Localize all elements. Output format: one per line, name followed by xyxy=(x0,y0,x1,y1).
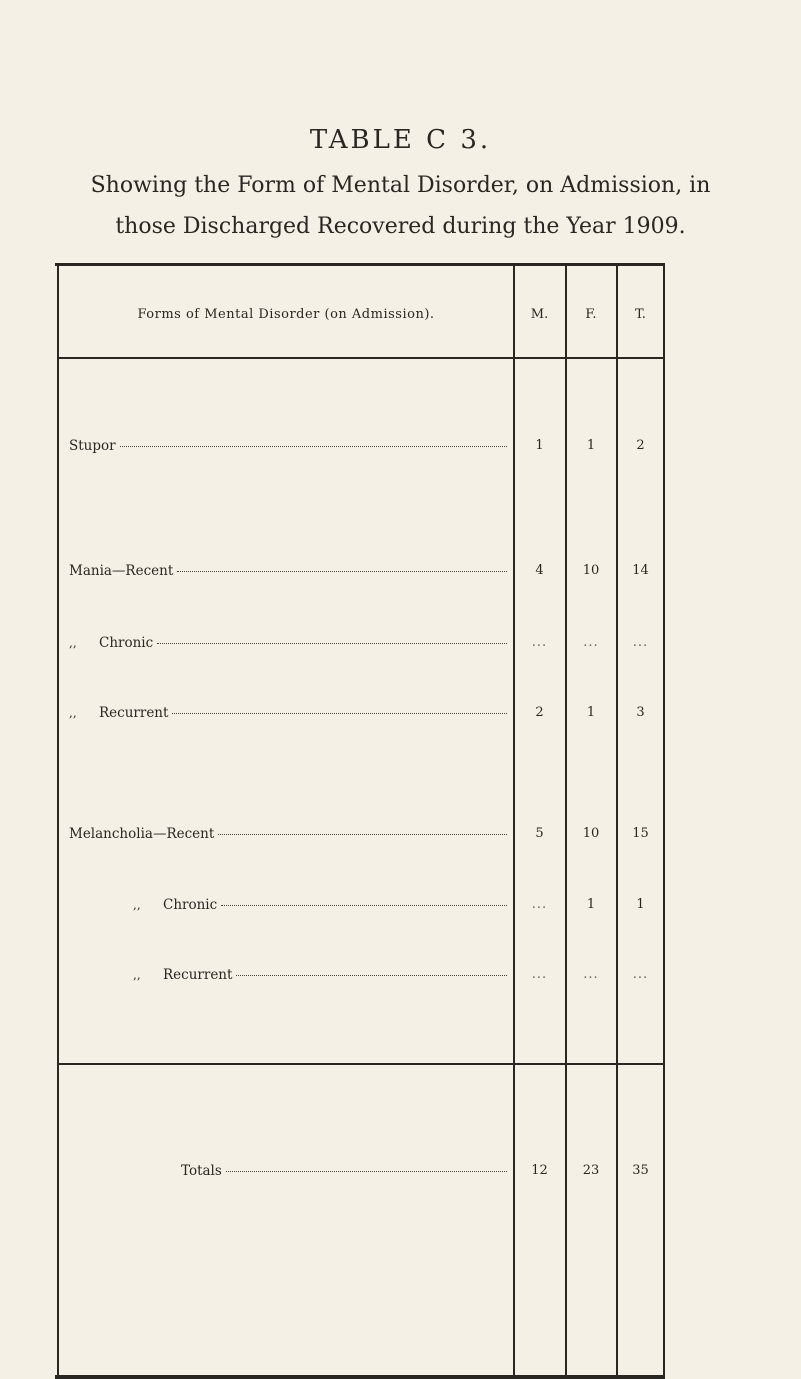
dot-leader xyxy=(177,571,507,572)
row-label: Recurrent xyxy=(99,705,169,721)
value-t: 1 xyxy=(636,897,645,912)
column-header-m: M. xyxy=(530,307,549,322)
table-subtitle-line-2: those Discharged Recovered during the Year 1909. xyxy=(115,214,686,239)
value-t: ... xyxy=(632,635,649,650)
value-f: 1 xyxy=(586,897,596,912)
value-m: ... xyxy=(531,897,548,912)
value-f: 1 xyxy=(586,705,596,720)
totals-rule xyxy=(57,1063,663,1065)
row-label: Chronic xyxy=(99,635,154,651)
table-title: TABLE C 3. xyxy=(309,125,492,155)
row-label: Mania—Recent xyxy=(69,563,174,579)
table-row xyxy=(55,563,665,581)
row-label: Melancholia—Recent xyxy=(69,826,215,842)
value-m: 4 xyxy=(535,563,544,578)
header-rule xyxy=(57,357,663,359)
value-t: ... xyxy=(632,967,649,982)
table-left-border xyxy=(57,266,59,1375)
value-f: 10 xyxy=(582,563,600,578)
table-top-rule xyxy=(55,263,665,266)
dot-leader xyxy=(236,975,507,976)
table-row xyxy=(55,705,665,723)
column-divider-m xyxy=(513,266,515,1375)
value-f: ... xyxy=(583,635,599,650)
totals-row xyxy=(55,1163,665,1181)
row-label: Recurrent xyxy=(163,967,233,983)
value-f: ... xyxy=(583,967,599,982)
table-subtitle-line-1: Showing the Form of Mental Disorder, on Admission, in xyxy=(90,173,711,198)
dot-leader xyxy=(221,905,507,906)
total-f: 23 xyxy=(582,1163,600,1178)
value-m: 1 xyxy=(535,438,544,453)
table-right-border xyxy=(663,266,665,1375)
totals-label: Totals xyxy=(181,1163,222,1179)
value-f: 1 xyxy=(586,438,596,453)
table-row xyxy=(55,967,665,985)
total-t: 35 xyxy=(632,1163,649,1178)
value-t: 14 xyxy=(632,563,649,578)
value-m: 2 xyxy=(535,705,544,720)
column-header-f: F. xyxy=(585,307,597,322)
value-m: 5 xyxy=(535,826,544,841)
value-f: 10 xyxy=(582,826,600,841)
column-divider-t xyxy=(616,266,618,1375)
ditto-mark: ,, xyxy=(133,898,141,912)
value-m: ... xyxy=(531,967,548,982)
table-row xyxy=(55,635,665,653)
dot-leader xyxy=(226,1171,507,1172)
dot-leader xyxy=(218,834,507,835)
value-m: ... xyxy=(531,635,548,650)
table-row xyxy=(55,826,665,844)
total-m: 12 xyxy=(531,1163,548,1178)
table-row xyxy=(55,897,665,915)
column-divider-f xyxy=(565,266,567,1375)
column-header-t: T. xyxy=(635,307,646,322)
value-t: 15 xyxy=(632,826,649,841)
mental-disorder-table xyxy=(55,263,665,1379)
value-t: 2 xyxy=(636,438,645,453)
value-t: 3 xyxy=(636,705,645,720)
ditto-mark: ,, xyxy=(69,636,77,650)
row-label: Chronic xyxy=(163,897,218,913)
row-label: Stupor xyxy=(69,438,116,454)
column-header-form: Forms of Mental Disorder (on Admission). xyxy=(137,307,435,322)
dot-leader xyxy=(157,643,507,644)
table-row xyxy=(55,438,665,456)
ditto-mark: ,, xyxy=(69,706,77,720)
dot-leader xyxy=(120,446,507,447)
dot-leader xyxy=(172,713,507,714)
ditto-mark: ,, xyxy=(133,968,141,982)
